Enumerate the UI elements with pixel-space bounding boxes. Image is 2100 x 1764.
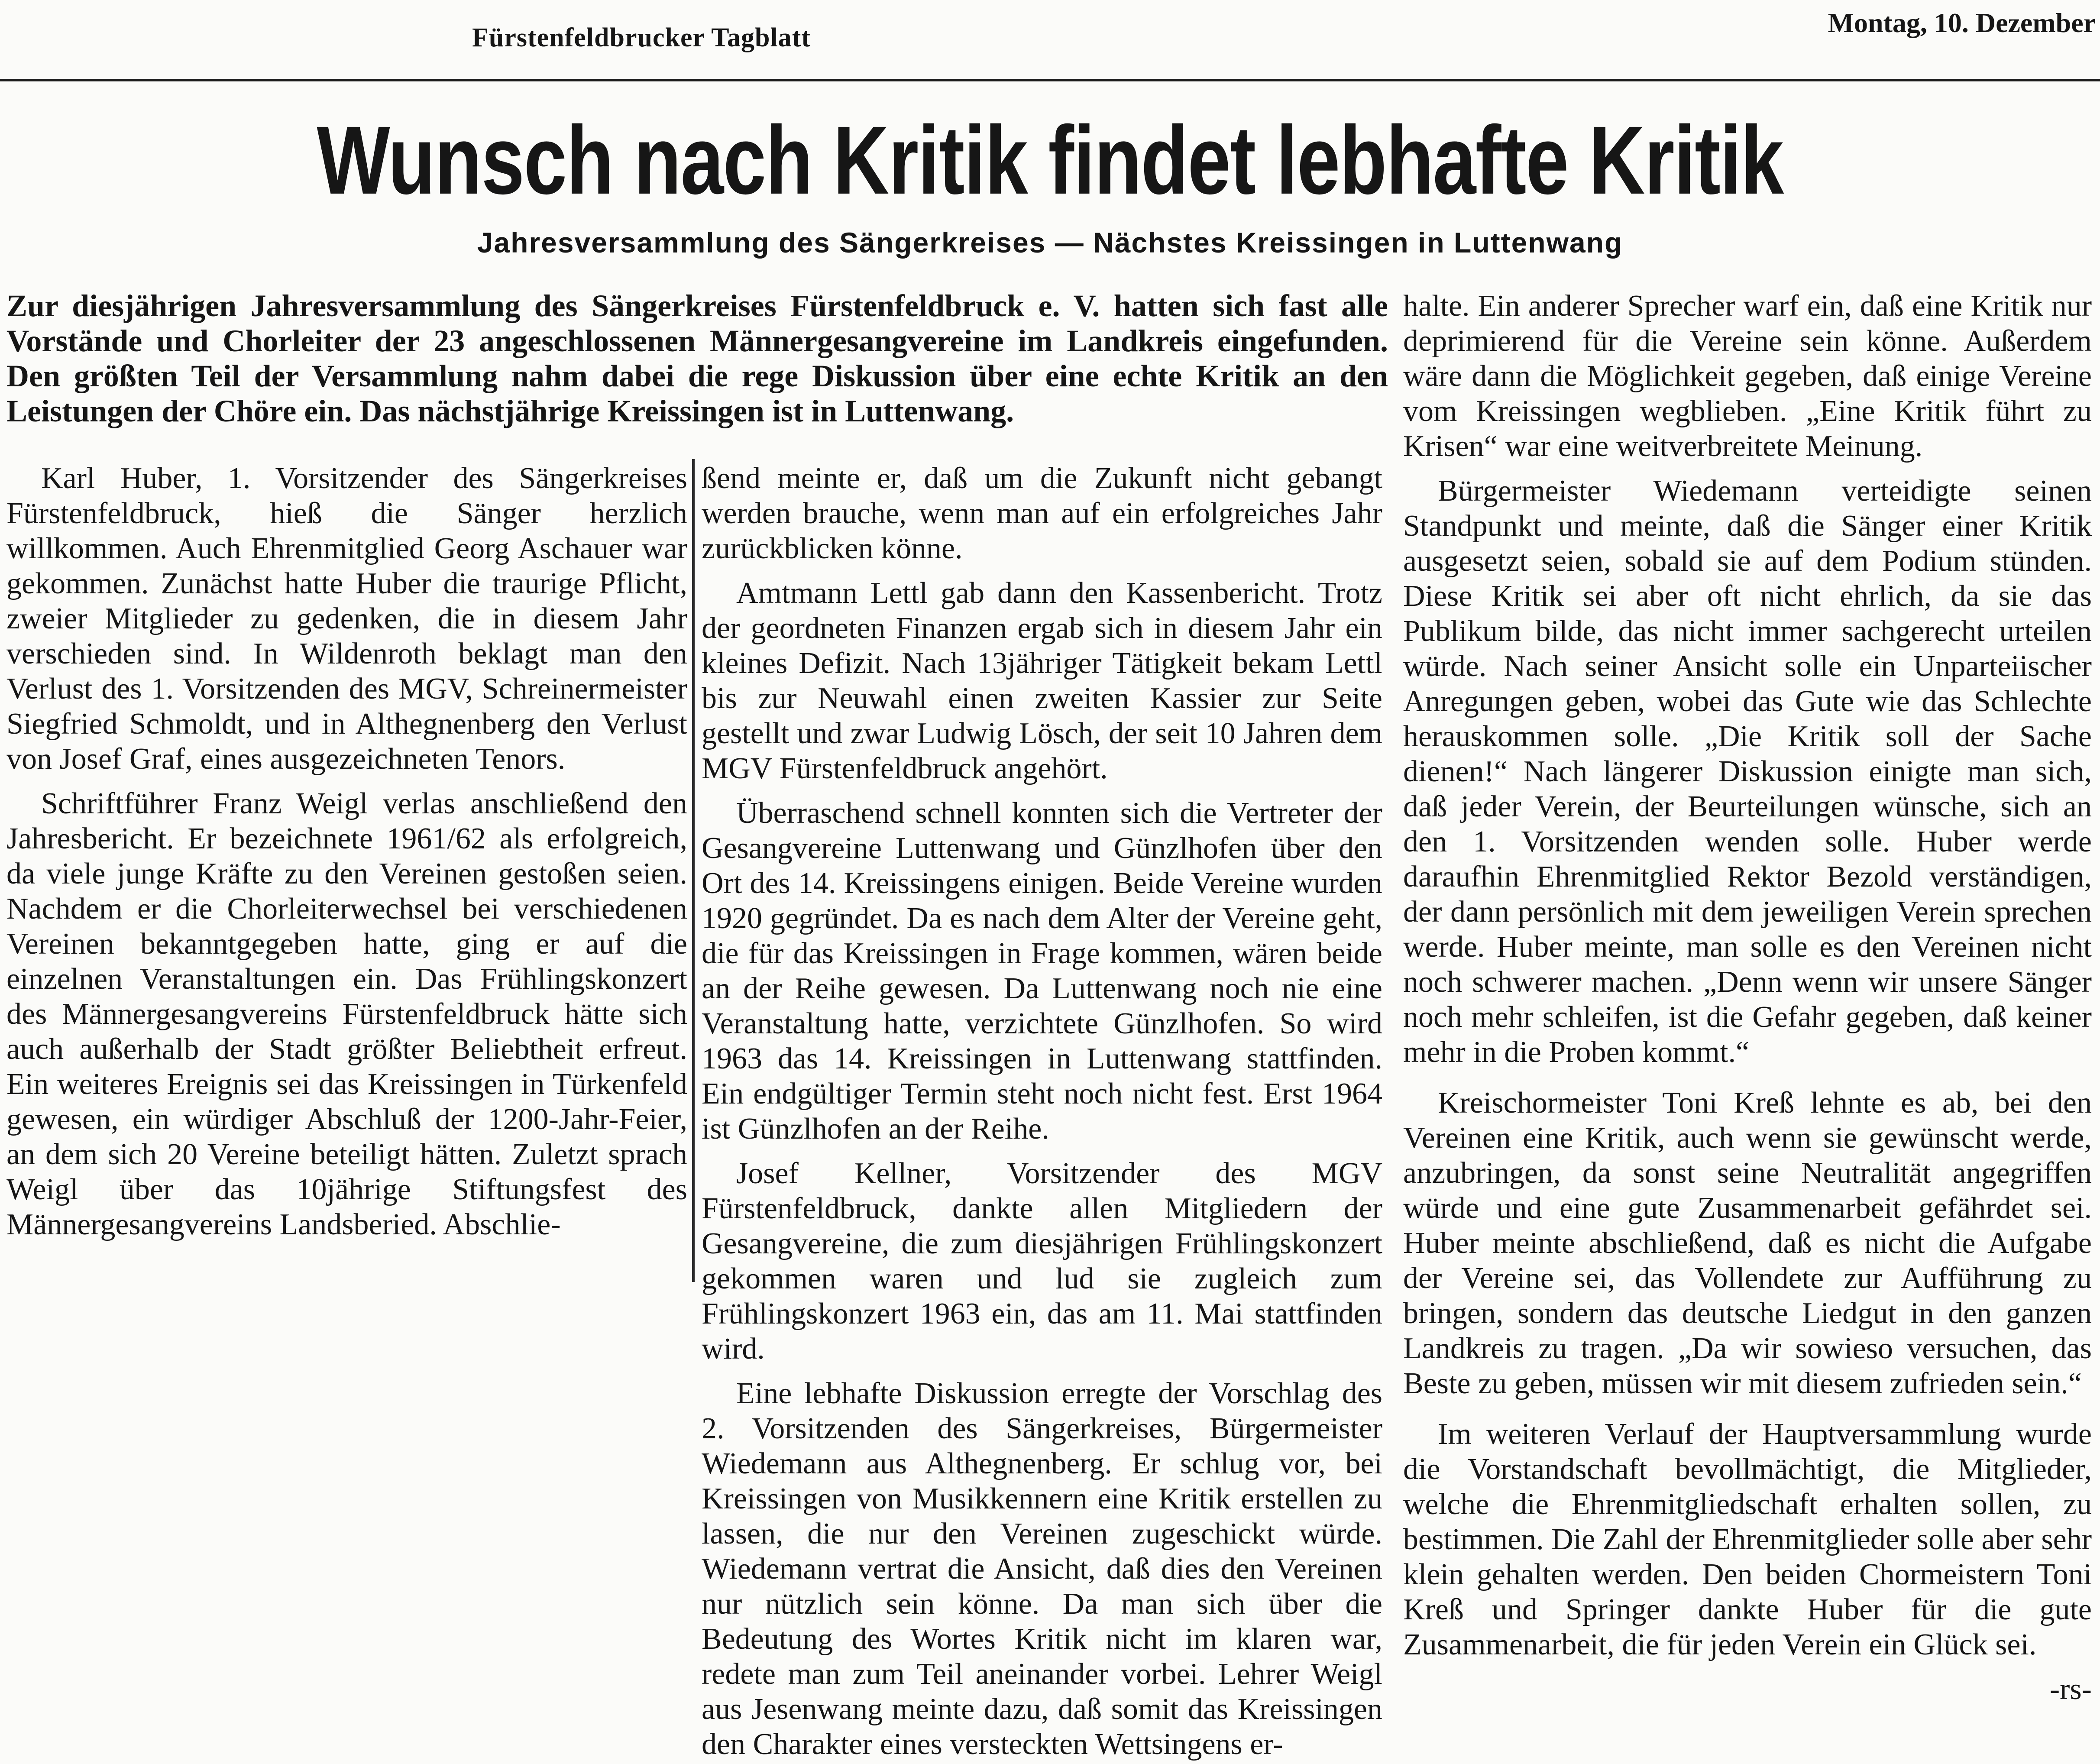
newspaper-name: Fürstenfeldbrucker Tagblatt [472,23,811,52]
column-separator [692,459,695,1282]
paragraph: Amtmann Lettl gab dann den Kassenbericht. Trotz der geordneten Finanzen ergab sich in diesem Jahr ein kleines Defizit. Nach 13jähriger Tätigkeit bekam Lettl bis zur Neuwahl einen zweiten Kassier zur Seite gestellt und zwar Ludwig Lösch, der seit 10 Jahren dem MGV Fürstenfeldbruck angehört. [702,576,1382,785]
paragraph: Eine lebhafte Diskussion erregte der Vorschlag des 2. Vorsitzenden des Sängerkreises, Bürgermeister Wiedemann aus Althegnenberg. Er schlug vor, bei Kreissingen von Musikkennern eine Kritik erstellen zu lassen, die nur den Vereinen zugeschickt würde. Wiedemann vertrat die Ansicht, daß dies den Vereinen nur nützlich sein könne. Da man sich über die Bedeutung des Wortes Kritik nicht im klaren war, redete man zum Teil aneinander vorbei. Lehrer Weigl aus Jesenwang meinte dazu, daß somit das Kreissingen den Charakter eines versteckten Wettsingens er- [702,1377,1382,1761]
paragraph: Überraschend schnell konnten sich die Vertreter der Gesangvereine Luttenwang und Günzlhofen über den Ort des 14. Kreissingens einigen. Beide Vereine wurden 1920 gegründet. Da es nach dem Alter der Vereine geht, die für das Kreissingen in Frage kommen, wären beide an der Reihe gewesen. Da Luttenwang noch nie eine Veranstaltung hatte, verzichtete Günzlhofen. So wird 1963 das 14. Kreissingen in Luttenwang stattfinden. Ein endgültiger Termin steht noch nicht fest. Erst 1964 ist Günzlhofen an der Reihe. [702,796,1382,1146]
paragraph: Im weiteren Verlauf der Hauptversammlung wurde die Vorstandschaft bevollmächtigt, die Mitglieder, welche die Ehrenmitgliedschaft erhalten sollen, zu bestimmen. Die Zahl der Ehrenmitglieder solle aber sehr klein gehalten werden. Den beiden Chormeistern Toni Kreß und Springer dankte Huber für die gute Zusammenarbeit, die für jeden Verein ein Glück sei. [1403,1418,2092,1661]
paragraph: ßend meinte er, daß um die Zukunft nicht gebangt werden brauche, wenn man auf ein erfolgreiches Jahr zurückblicken könne. [702,462,1382,565]
article-headline: Wunsch nach Kritik findet lebhafte Kritik [317,106,1783,214]
paragraph: Kreischormeister Toni Kreß lehnte es ab, bei den Vereinen eine Kritik, auch wenn sie gewünscht werde, anzubringen, da sonst seine Neutralität angegriffen würde und eine gute Zusammenarbeit gefährdet sei. Huber meinte abschließend, daß es nicht die Aufgabe der Vereine sei, das Vollendete zur Aufführung zu bringen, sondern das deutsche Liedgut in den ganzen Landkreis zu tragen. „Da wir sowieso versuchen, das Beste zu geben, müssen wir mit diesem zufrieden sein.“ [1403,1086,2092,1400]
paragraph: halte. Ein anderer Sprecher warf ein, daß eine Kritik nur deprimierend für die Vereine sein könne. Außerdem wäre dann die Möglichkeit gegeben, daß einige Vereine vom Kreissingen wegblieben. „Eine Kritik führt zu Krisen“ war eine weitverbreitete Meinung. [1403,289,2092,463]
paragraph: Bürgermeister Wiedemann verteidigte seinen Standpunkt und meinte, daß die Sänger einer Kritik ausgesetzt seien, sobald sie auf dem Podium stünden. Diese Kritik sei aber oft nicht ehrlich, da sie das Publikum bilde, das nicht immer sachgerecht urteilen würde. Nach seiner Ansicht solle ein Unparteiischer Anregungen geben, wobei das Gute wie das Schlechte herauskommen solle. „Die Kritik soll der Sache dienen!“ Nach längerer Diskussion einigte man sich, daß jeder Verein, der Beurteilungen wünsche, sich an den 1. Vorsitzenden wenden solle. Huber werde daraufhin Ehrenmitglied Rektor Bezold verständigen, der dann persönlich mit dem jeweiligen Verein sprechen werde. Huber meinte, man solle es den Vereinen nicht noch schwerer machen. „Denn wenn wir unsere Sänger noch mehr schleifen, ist die Gefahr gegeben, daß keiner mehr in die Proben kommt.“ [1403,474,2092,1069]
article-subheadline: Jahresversammlung des Sängerkreises — Nächstes Kreissingen in Luttenwang [477,227,1623,259]
article-column-2 [702,461,1382,1762]
author-signoff: -rs- [2049,1673,2092,1706]
article-column-3 [1403,288,2092,1707]
masthead-rule [0,79,2100,81]
article-column-1 [6,461,687,1242]
paragraph: Schriftführer Franz Weigl verlas anschließend den Jahresbericht. Er bezeichnete 1961/62 als erfolgreich, da viele junge Kräfte zu den Vereinen gestoßen seien. Nachdem er die Chorleiterwechsel bei verschiedenen Vereinen bekanntgegeben hatte, ging er auf die einzelnen Veranstaltungen ein. Das Frühlingskonzert des Männergesangvereins Fürstenfeldbruck hätte sich auch außerhalb der Stadt größter Beliebtheit erfreut. Ein weiteres Ereignis sei das Kreissingen in Türkenfeld gewesen, ein würdiger Abschluß der 1200-Jahr-Feier, an dem sich 20 Vereine beteiligt hätten. Zuletzt sprach Weigl über das 10jährige Stiftungsfest des Männergesangvereins Landsberied. Abschlie- [6,787,687,1241]
issue-date: Montag, 10. Dezember [1828,7,2096,38]
paragraph: Karl Huber, 1. Vorsitzender des Sängerkreises Fürstenfeldbruck, hieß die Sänger herzlich willkommen. Auch Ehrenmitglied Georg Aschauer war gekommen. Zunächst hatte Huber die traurige Pflicht, zweier Mitglieder zu gedenken, die in diesem Jahr verschieden sind. In Wildenroth beklagt man den Verlust des 1. Vorsitzenden des MGV, Schreinermeister Siegfried Schmoldt, und in Althegnenberg den Verlust von Josef Graf, eines ausgezeichneten Tenors. [6,462,687,776]
paragraph: Josef Kellner, Vorsitzender des MGV Fürstenfeldbruck, dankte allen Mitgliedern der Gesangvereine, die zum diesjährigen Frühlingskonzert gekommen waren und lud sie zugleich zum Frühlingskonzert 1963 ein, das am 11. Mai stattfinden wird. [702,1157,1382,1366]
article-lead: Zur diesjährigen Jahresversammlung des Sängerkreises Fürstenfeldbruck e. V. hatten sich fast alle Vorstände und Chorleiter der 23 angeschlossenen Männergesangvereine im Landkreis eingefunden. Den größten Teil der Versammlung nahm dabei die rege Diskussion über eine echte Kritik an den Leistungen der Chöre ein. Das nächstjährige Kreissingen ist in Luttenwang. [6,288,1388,428]
